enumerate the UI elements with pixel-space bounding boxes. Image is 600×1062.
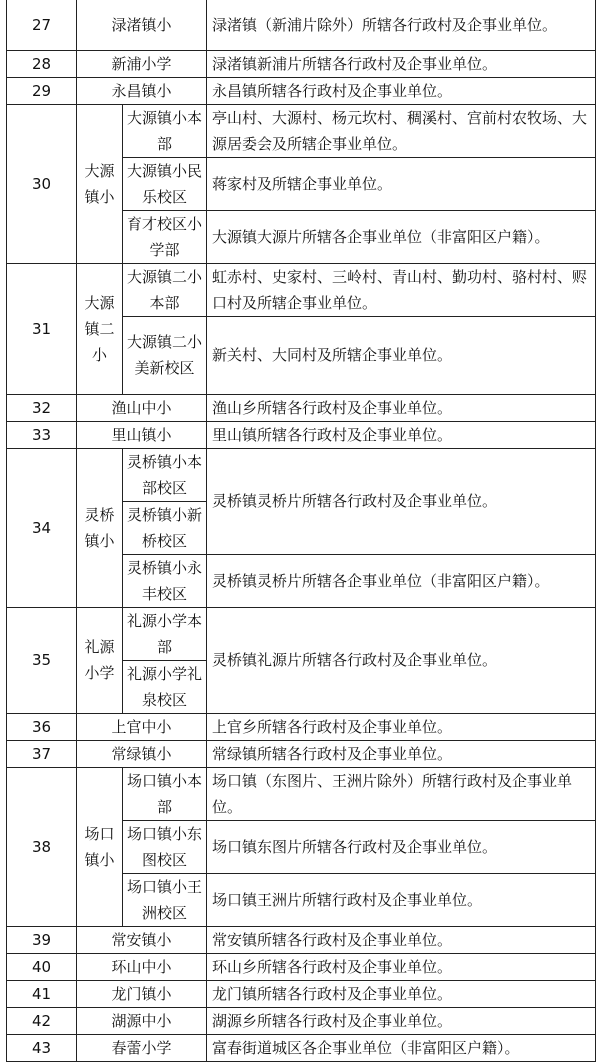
campus-name: 大源镇小民乐校区 xyxy=(123,157,207,210)
enrollment-area: 常安镇所辖各行政村及企事业单位。 xyxy=(207,926,596,953)
enrollment-area: 场口镇（东图片、王洲片除外）所辖行政村及企事业单位。 xyxy=(207,767,596,820)
school-name: 渌渚镇小 xyxy=(77,0,207,50)
campus-name: 大源镇小本部 xyxy=(123,104,207,157)
enrollment-area: 虹赤村、史家村、三岭村、青山村、勤功村、骆村村、赆口村及所辖企事业单位。 xyxy=(207,263,596,316)
table-row xyxy=(7,77,596,104)
school-name: 环山中小 xyxy=(77,953,207,980)
enrollment-area: 亭山村、大源村、杨元坎村、稠溪村、宫前村农牧场、大源居委会及所辖企事业单位。 xyxy=(207,104,596,157)
enrollment-area: 大源镇大源片所辖各企事业单位（非富阳区户籍）。 xyxy=(207,210,596,263)
table-row xyxy=(7,1007,596,1034)
table-row xyxy=(7,980,596,1007)
campus-name: 育才校区小学部 xyxy=(123,210,207,263)
campus-name: 灵桥镇小新桥校区 xyxy=(123,501,207,554)
enrollment-area: 永昌镇所辖各行政村及企事业单位。 xyxy=(207,77,596,104)
row-number: 30 xyxy=(7,104,77,263)
campus-name: 场口镇小王洲校区 xyxy=(123,873,207,926)
row-number: 35 xyxy=(7,607,77,713)
school-name: 新浦小学 xyxy=(77,50,207,77)
campus-name: 场口镇小本部 xyxy=(123,767,207,820)
row-number: 34 xyxy=(7,448,77,607)
school-name: 上官中小 xyxy=(77,713,207,740)
row-number: 43 xyxy=(7,1034,77,1061)
row-number: 37 xyxy=(7,740,77,767)
table-row xyxy=(7,50,596,77)
campus-name: 灵桥镇小本部校区 xyxy=(123,448,207,501)
enrollment-area: 场口镇王洲片所辖行政村及企事业单位。 xyxy=(207,873,596,926)
school-district-table xyxy=(6,0,596,1062)
school-name: 大源镇小 xyxy=(77,104,123,263)
enrollment-area: 灵桥镇灵桥片所辖各企事业单位（非富阳区户籍）。 xyxy=(207,554,596,607)
table-row xyxy=(7,394,596,421)
row-number: 33 xyxy=(7,421,77,448)
table-row xyxy=(7,767,596,820)
enrollment-area: 渌渚镇新浦片所辖各行政村及企事业单位。 xyxy=(207,50,596,77)
row-number: 31 xyxy=(7,263,77,394)
school-name: 常安镇小 xyxy=(77,926,207,953)
campus-name: 礼源小学礼泉校区 xyxy=(123,660,207,713)
row-number: 40 xyxy=(7,953,77,980)
table-row xyxy=(7,263,596,316)
enrollment-area: 场口镇东图片所辖各行政村及企事业单位。 xyxy=(207,820,596,873)
enrollment-area: 富春街道城区各企事业单位（非富阳区户籍）。 xyxy=(207,1034,596,1061)
school-name: 里山镇小 xyxy=(77,421,207,448)
school-name: 常绿镇小 xyxy=(77,740,207,767)
row-number: 32 xyxy=(7,394,77,421)
enrollment-area: 里山镇所辖各行政村及企事业单位。 xyxy=(207,421,596,448)
enrollment-area: 渔山乡所辖各行政村及企事业单位。 xyxy=(207,394,596,421)
campus-name: 灵桥镇小永丰校区 xyxy=(123,554,207,607)
row-number: 36 xyxy=(7,713,77,740)
table-row xyxy=(7,607,596,660)
table-row xyxy=(7,740,596,767)
table-row xyxy=(7,953,596,980)
enrollment-area: 湖源乡所辖各行政村及企事业单位。 xyxy=(207,1007,596,1034)
campus-name: 大源镇二小本部 xyxy=(123,263,207,316)
enrollment-area: 环山乡所辖各行政村及企事业单位。 xyxy=(207,953,596,980)
school-name: 春蕾小学 xyxy=(77,1034,207,1061)
table-row xyxy=(7,713,596,740)
enrollment-area: 龙门镇所辖各行政村及企事业单位。 xyxy=(207,980,596,1007)
enrollment-area: 灵桥镇灵桥片所辖各行政村及企事业单位。 xyxy=(207,448,596,554)
row-number: 27 xyxy=(7,0,77,50)
row-number: 29 xyxy=(7,77,77,104)
table-row xyxy=(7,104,596,157)
school-name: 礼源小学 xyxy=(77,607,123,713)
enrollment-area: 常绿镇所辖各行政村及企事业单位。 xyxy=(207,740,596,767)
table-row xyxy=(7,926,596,953)
school-name: 场口镇小 xyxy=(77,767,123,926)
school-name: 大源镇二小 xyxy=(77,263,123,394)
row-number: 41 xyxy=(7,980,77,1007)
table-row xyxy=(7,0,596,50)
school-name: 渔山中小 xyxy=(77,394,207,421)
row-number: 28 xyxy=(7,50,77,77)
row-number: 42 xyxy=(7,1007,77,1034)
school-name: 永昌镇小 xyxy=(77,77,207,104)
table-row xyxy=(7,421,596,448)
campus-name: 场口镇小东图校区 xyxy=(123,820,207,873)
school-name: 湖源中小 xyxy=(77,1007,207,1034)
school-name: 灵桥镇小 xyxy=(77,448,123,607)
campus-name: 大源镇二小美新校区 xyxy=(123,316,207,394)
row-number: 39 xyxy=(7,926,77,953)
table-row xyxy=(7,448,596,501)
enrollment-area: 灵桥镇礼源片所辖各行政村及企事业单位。 xyxy=(207,607,596,713)
enrollment-area: 上官乡所辖各行政村及企事业单位。 xyxy=(207,713,596,740)
enrollment-area: 蒋家村及所辖企事业单位。 xyxy=(207,157,596,210)
enrollment-area: 新关村、大同村及所辖企事业单位。 xyxy=(207,316,596,394)
enrollment-area: 渌渚镇（新浦片除外）所辖各行政村及企事业单位。 xyxy=(207,0,596,50)
campus-name: 礼源小学本部 xyxy=(123,607,207,660)
school-name: 龙门镇小 xyxy=(77,980,207,1007)
row-number: 38 xyxy=(7,767,77,926)
